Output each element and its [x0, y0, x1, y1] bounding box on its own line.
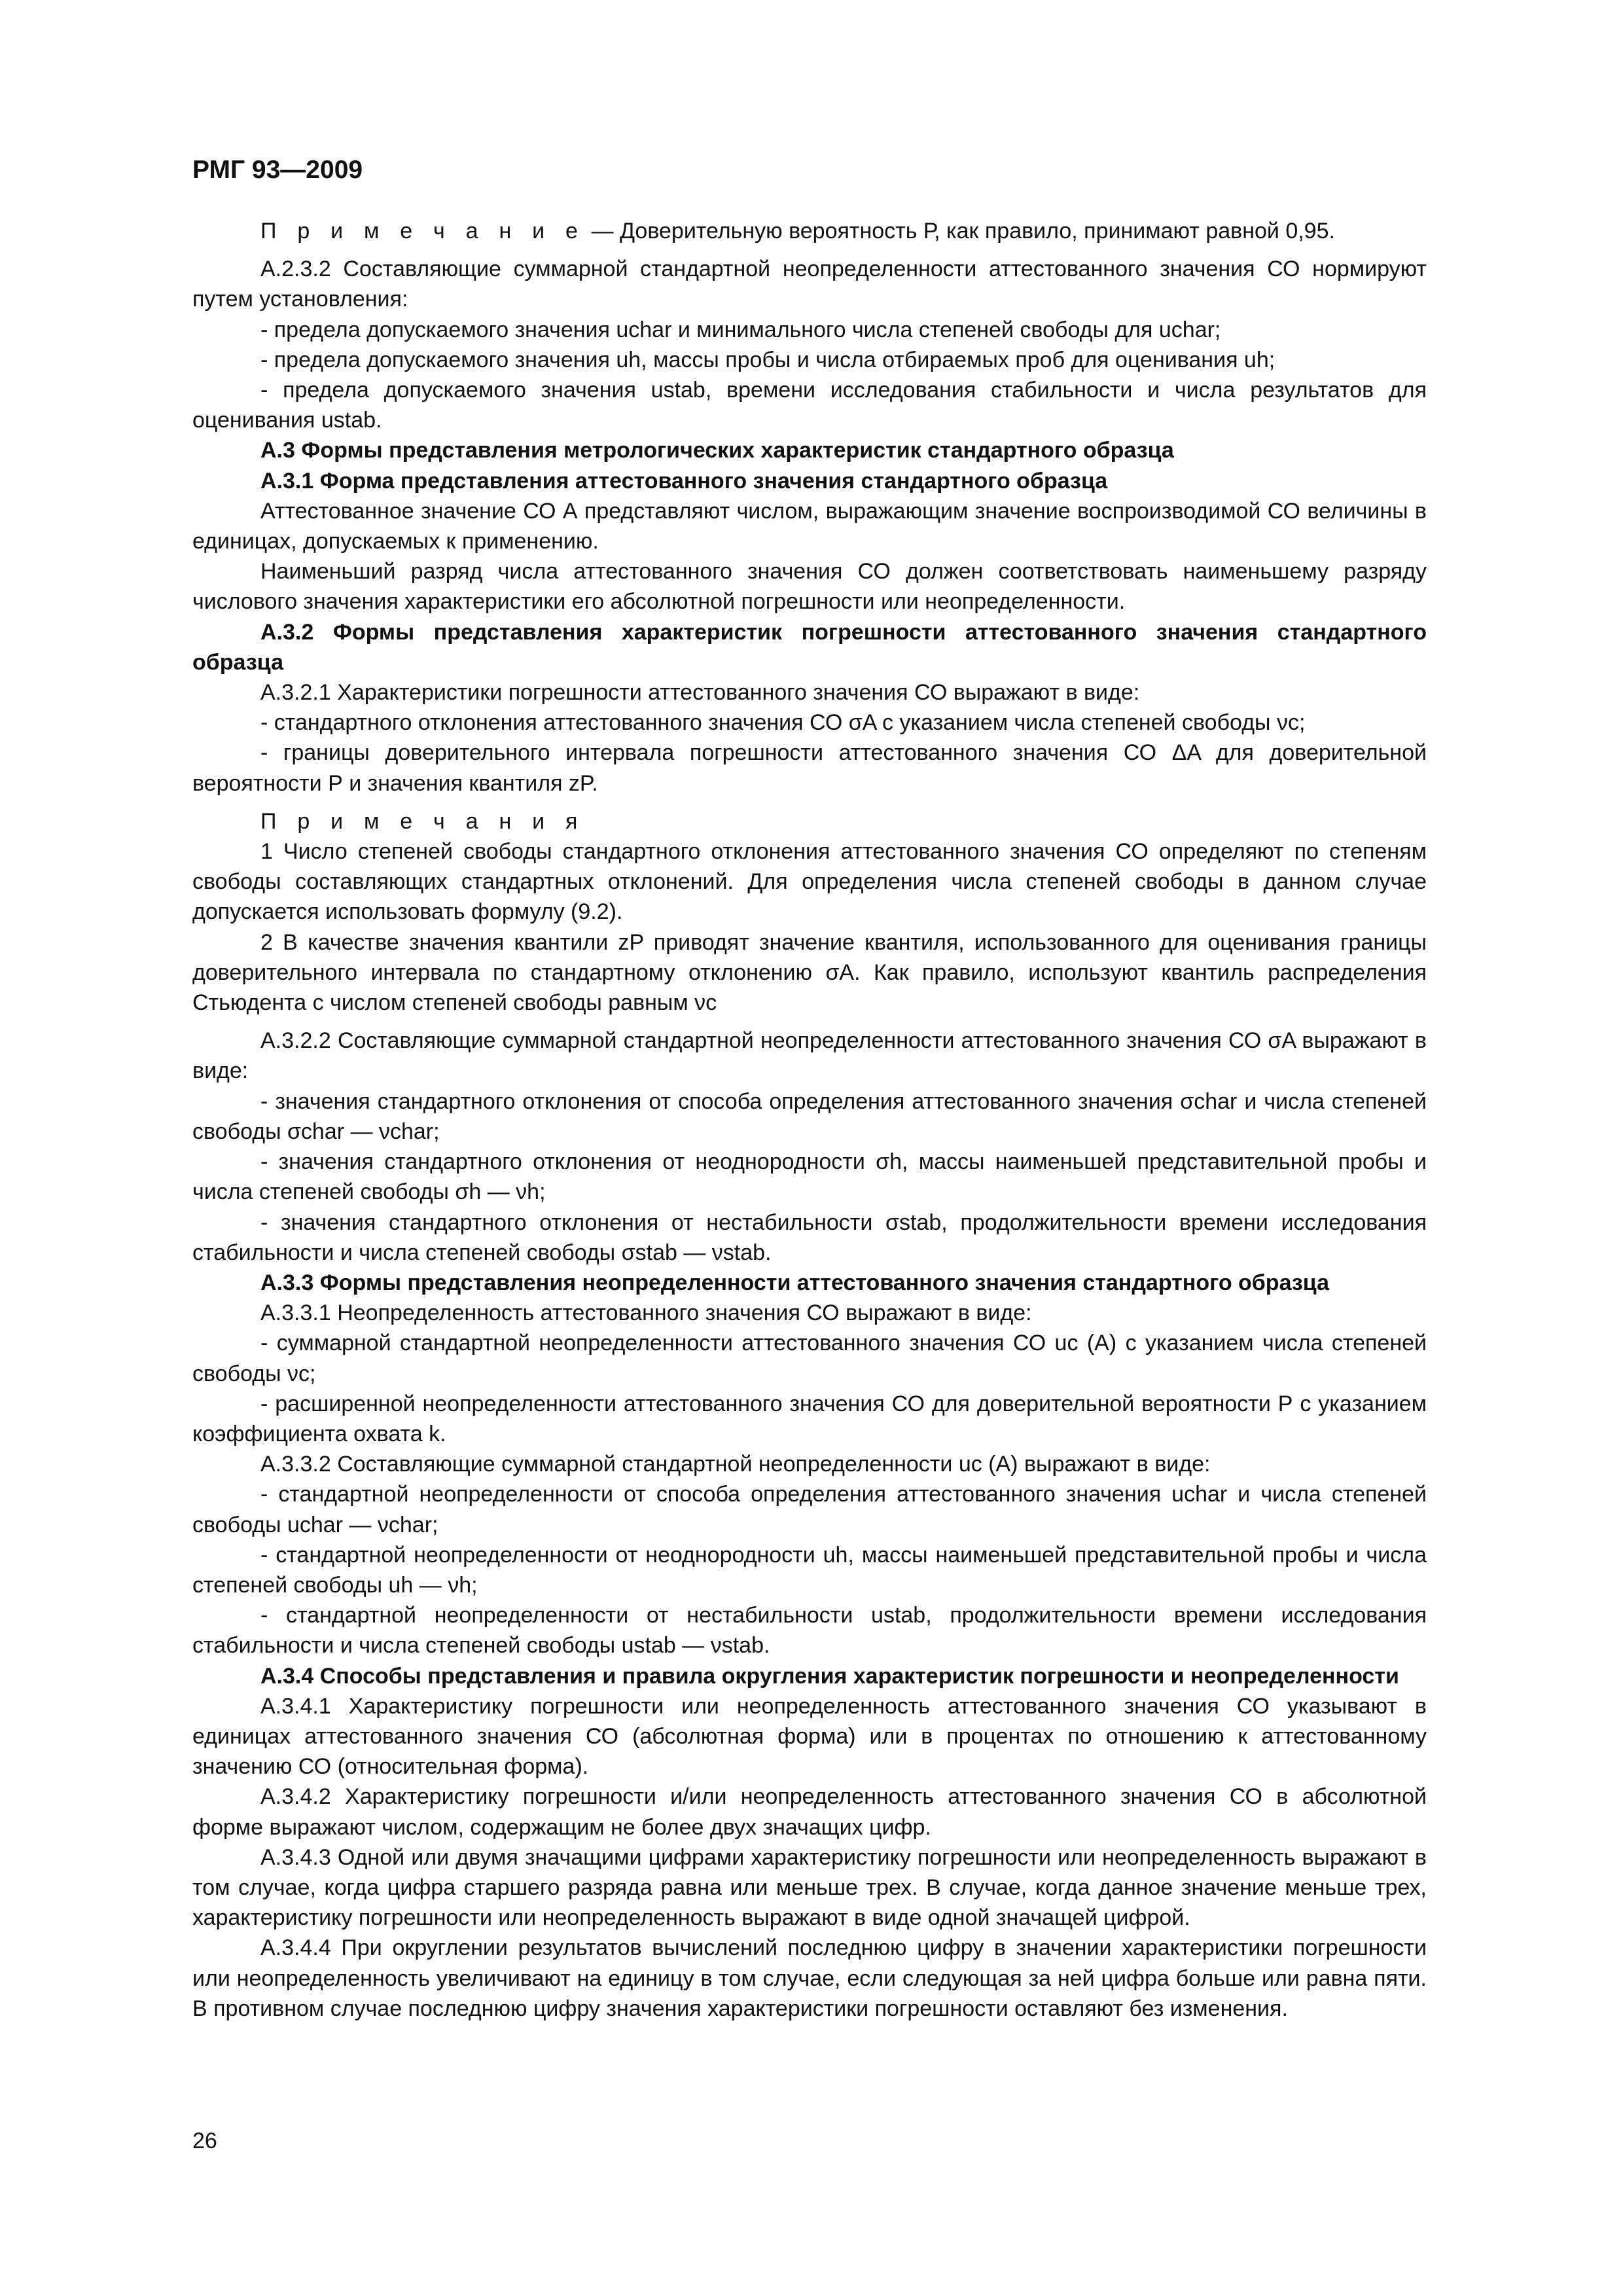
list-item: - значения стандартного отклонения от неоднородности σh, массы наименьшей представительной пробы и числа степеней свободы σh — νh; [192, 1149, 1427, 1205]
clause-a2-3-2: А.2.3.2 Составляющие суммарной стандартной неопределенности аттестованного значения СО нормируют путем установления: [192, 257, 1427, 312]
clause-a3-2-2: А.3.2.2 Составляющие суммарной стандартной неопределенности аттестованного значения СО σA выражают в виде: [192, 1028, 1427, 1084]
list-item: - значения стандартного отклонения от способа определения аттестованного значения σchar и числа степеней свободы σchar — νchar; [192, 1088, 1427, 1144]
section-heading-a3-2: А.3.2 Формы представления характеристик погрешности аттестованного значения стандартного образца [192, 619, 1427, 675]
list-item: - предела допускаемого значения uh, массы пробы и числа отбираемых проб для оценивания uh; [260, 347, 1275, 372]
note-paragraph [192, 216, 1427, 246]
clause-a3-3-2: А.3.3.2 Составляющие суммарной стандартной неопределенности uc (A) выражают в виде: [260, 1452, 1211, 1477]
paragraph: Аттестованное значение СО А представляют числом, выражающим значение воспроизводимой СО величины в единицах, допускаемых к применению. [192, 498, 1427, 554]
clause-a3-4-4: А.3.4.4 При округлении результатов вычислений последнюю цифру в значении характеристики погрешности или неопределенность увеличивают на единицу в том случае, если следующая за ней цифра больше или равна пяти. В противном случае последнюю цифру значения характеристики погрешности оставляют без изменения. [192, 1935, 1427, 2021]
list-item: - значения стандартного отклонения от нестабильности σstab, продолжительности времени исследования стабильности и числа степеней свободы σstab — νstab. [192, 1210, 1427, 1265]
section-heading-a3-3: А.3.3 Формы представления неопределенности аттестованного значения стандартного образца [260, 1270, 1330, 1295]
clause-a3-2-1: А.3.2.1 Характеристики погрешности аттестованного значения СО выражают в виде: [260, 680, 1140, 706]
list-item: - границы доверительного интервала погрешности аттестованного значения СО ΔA для доверительной вероятности Р и значения квантиля zP. [192, 740, 1427, 796]
notes-label: П р и м е ч а н и я [260, 808, 585, 834]
document-body [192, 216, 1427, 2024]
clause-a3-4-1: А.3.4.1 Характеристику погрешности или неопределенность аттестованного значения СО указывают в единицах аттестованного значения СО (абсолютная форма) или в процентах по отношению к аттестованному значению СО (относительная форма). [192, 1693, 1427, 1780]
list-item: - предела допускаемого значения uchar и минимального числа степеней свободы для uchar; [260, 317, 1221, 342]
list-item: - стандартной неопределенности от нестабильности ustab, продолжительности времени исследования стабильности и числа степеней свободы ustab — νstab. [192, 1603, 1427, 1659]
paragraph: Наименьший разряд числа аттестованного значения СО должен соответствовать наименьшему разряду числового значения характеристики его абсолютной погрешности или неопределенности. [192, 559, 1427, 615]
list-item: - стандартного отклонения аттестованного значения СО σA с указанием числа степеней свободы νc; [260, 710, 1306, 736]
note-item: 1 Число степеней свободы стандартного отклонения аттестованного значения СО определяют по степеням свободы составляющих стандартных отклонений. Для определения числа степеней свободы в данном случае допускается использовать формулу (9.2). [192, 839, 1427, 925]
note-item: 2 В качестве значения квантили zP приводят значение квантиля, использованного для оценивания границы доверительного интервала по стандартному отклонению σA. Как правило, используют квантиль распределения Стьюдента с числом степеней свободы равным νc [192, 929, 1427, 1016]
page-number: 26 [192, 2128, 217, 2153]
note-text: — Доверительную вероятность Р, как правило, принимают равной 0,95. [585, 219, 1335, 243]
list-item: - стандартной неопределенности от способа определения аттестованного значения uchar и числа степеней свободы uchar — νchar; [192, 1482, 1427, 1537]
clause-a3-4-2: А.3.4.2 Характеристику погрешности и/или неопределенность аттестованного значения СО в абсолютной форме выражают числом, содержащим не более двух значащих цифр. [192, 1784, 1427, 1840]
section-heading-a3: А.3 Формы представления метрологических характеристик стандартного образца [260, 438, 1174, 463]
section-heading-a3-1: А.3.1 Форма представления аттестованного значения стандартного образца [260, 468, 1108, 493]
list-item: - суммарной стандартной неопределенности аттестованного значения СО uc (A) с указанием числа степеней свободы νc; [192, 1331, 1427, 1386]
note-label: П р и м е ч а н и е [260, 219, 586, 243]
document-code-header: РМГ 93—2009 [192, 156, 363, 184]
clause-a3-4-3: А.3.4.3 Одной или двумя значащими цифрами характеристику погрешности или неопределенность выражают в том случае, когда цифра старшего разряда равна или меньше трех. В случае, когда данное значение меньше трех, характеристику погрешности или неопределенность выражают в виде одной значащей цифрой. [192, 1844, 1427, 1931]
list-item: - предела допускаемого значения ustab, времени исследования стабильности и числа результатов для оценивания ustab. [192, 378, 1427, 433]
section-heading-a3-4: А.3.4 Способы представления и правила округления характеристик погрешности и неопределенности [260, 1663, 1399, 1689]
list-item: - стандартной неопределенности от неоднородности uh, массы наименьшей представительной пробы и числа степеней свободы uh — νh; [192, 1542, 1427, 1598]
list-item: - расширенной неопределенности аттестованного значения СО для доверительной вероятности Р с указанием коэффициента охвата k. [192, 1391, 1427, 1446]
clause-a3-3-1: А.3.3.1 Неопределенность аттестованного значения СО выражают в виде: [260, 1300, 1032, 1326]
